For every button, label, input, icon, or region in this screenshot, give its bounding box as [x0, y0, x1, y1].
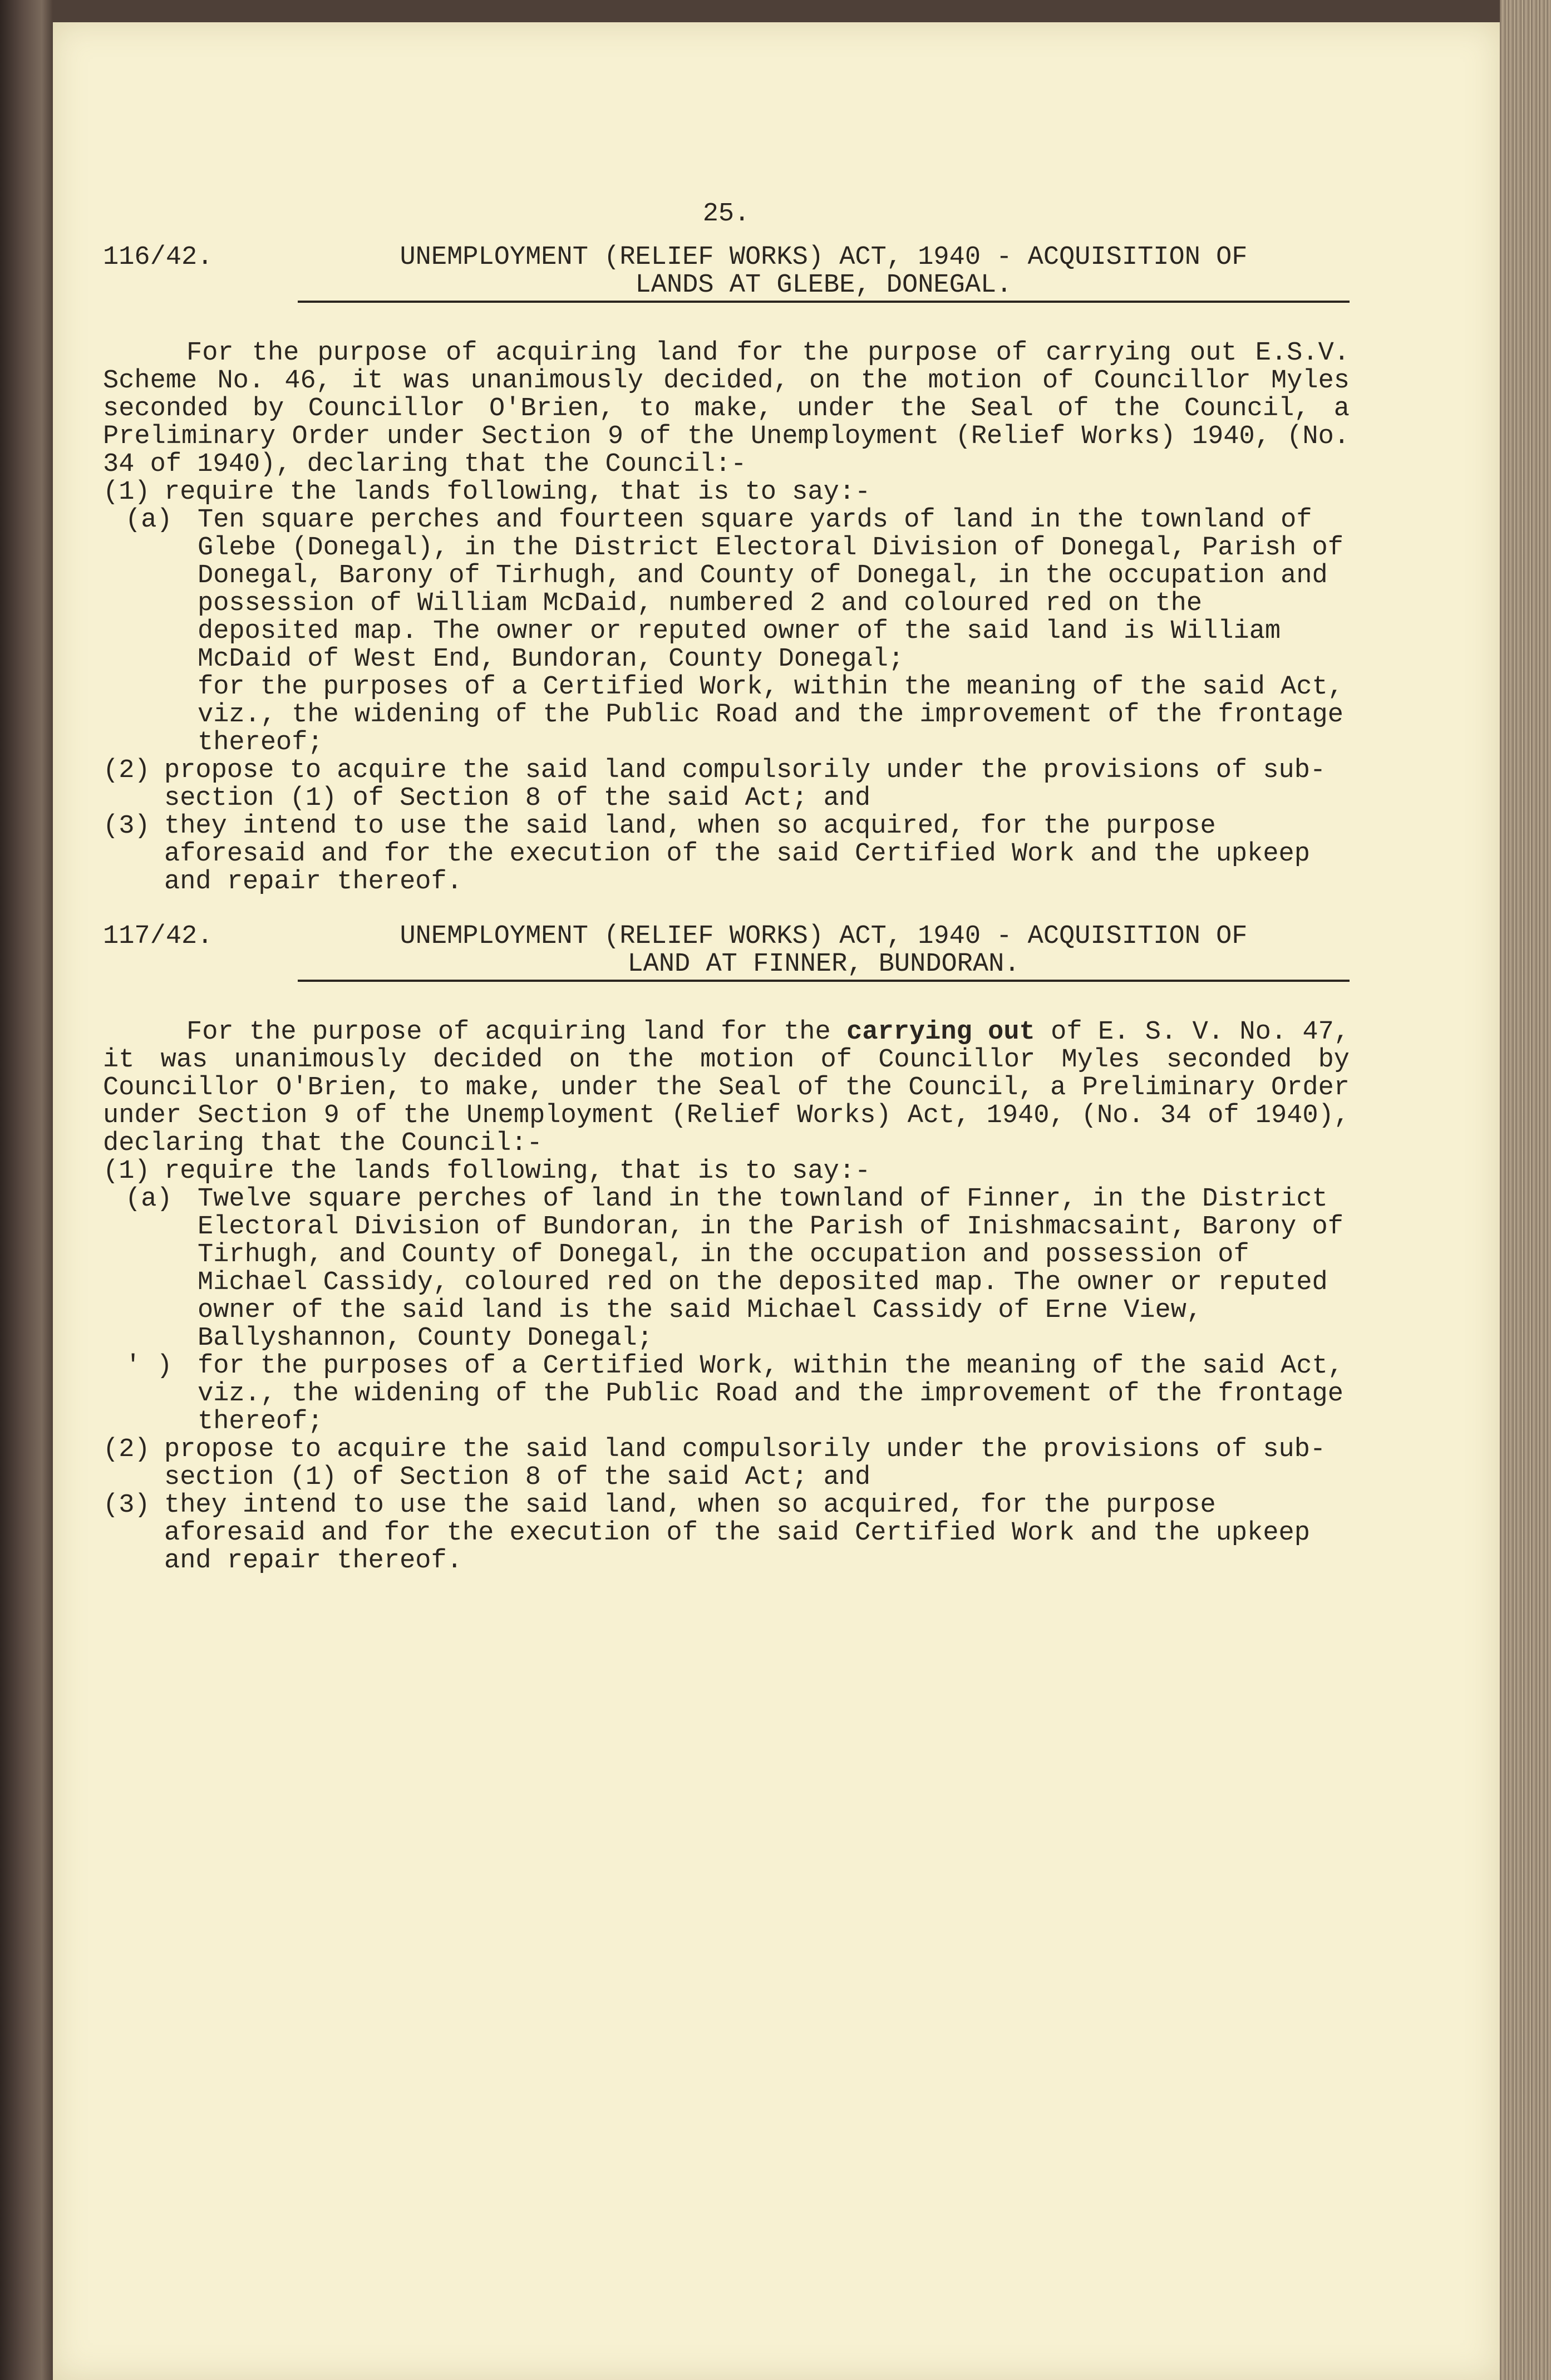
clause-3	[103, 813, 1350, 896]
minute-item	[103, 923, 1350, 1575]
subclause-text: Twelve square perches of land in the townland of Finner, in the District Electoral Division of Bundoran, in the Parish of Inishmacsaint, Barony of Tirhugh, and County of Donegal, in the occupation and possession of Michael Cassidy, coloured red on the deposited map. The owner or reputed owner of the said land is the said Michael Cassidy of Erne View, Ballyshannon, County Donegal;	[198, 1184, 1343, 1353]
page-number: 25.	[702, 199, 750, 229]
clause-marker: (3)	[103, 812, 150, 841]
item-title-line2: LAND AT FINNER, BUNDORAN.	[627, 950, 1020, 979]
subclause-purpose	[103, 673, 1350, 757]
subclause-a	[103, 507, 1350, 673]
subclause-purpose	[103, 1353, 1350, 1436]
clause-text: they intend to use the said land, when so acquired, for the purpose aforesaid and for the execution of the said Certified Work and the upkeep and repair thereof.	[164, 812, 1310, 897]
clause-1	[103, 1158, 1350, 1186]
book-binding-edge	[1500, 0, 1551, 2380]
clause-3	[103, 1492, 1350, 1575]
clause-marker: (2)	[103, 1435, 150, 1464]
clause-text: they intend to use the said land, when so acquired, for the purpose aforesaid and for the execution of the said Certified Work and the upkeep and repair thereof.	[164, 1491, 1310, 1576]
document-content	[103, 200, 1350, 1602]
item-title	[298, 923, 1350, 982]
item-title-line1: UNEMPLOYMENT (RELIEF WORKS) ACT, 1940 - ACQUISITION OF	[400, 922, 1248, 951]
subclause-text: for the purposes of a Certified Work, within the meaning of the said Act, viz., the widening of the Public Road and the improvement of the frontage thereof;	[198, 672, 1343, 758]
clause-marker: (2)	[103, 756, 150, 785]
clause-text: require the lands following, that is to say:-	[164, 478, 871, 507]
clause-2	[103, 757, 1350, 813]
subclause-marker	[125, 673, 198, 757]
clause-marker: (1)	[103, 1157, 150, 1186]
item-reference: 116/42.	[103, 243, 213, 272]
item-intro-paragraph	[103, 1019, 1350, 1158]
item-title	[298, 244, 1350, 303]
subclause-text: Ten square perches and fourteen square yards of land in the townland of Glebe (Donegal), in the District Electoral Division of Donegal, Parish of Donegal, Barony of Tirhugh, and County of Donegal, in the occupation and possession of William McDaid, numbered 2 and coloured red on the deposited map. The owner or reputed owner of the said land is William McDaid of West End, Bundoran, County Donegal;	[198, 505, 1343, 674]
clause-1	[103, 479, 1350, 507]
clause-marker: (3)	[103, 1491, 150, 1520]
intro-text-start: For the purpose of acquiring land for the	[186, 1017, 847, 1047]
subclause-text: for the purposes of a Certified Work, within the meaning of the said Act, viz., the widening of the Public Road and the improvement of the frontage thereof;	[198, 1351, 1343, 1437]
subclause-marker: (a)	[125, 505, 173, 535]
clause-marker: (1)	[103, 478, 150, 507]
item-title-line2: LANDS AT GLEBE, DONEGAL.	[635, 271, 1012, 300]
clause-text: propose to acquire the said land compulsorily under the provisions of sub-section (1) of Section 8 of the said Act; and	[164, 756, 1326, 813]
item-heading	[103, 923, 1350, 982]
clause-text: propose to acquire the said land compulsorily under the provisions of sub-section (1) of Section 8 of the said Act; and	[164, 1435, 1326, 1492]
item-intro-paragraph: For the purpose of acquiring land for the purpose of carrying out E.S.V. Scheme No. 46, it was unanimously decided, on the motion of Councillor Myles seconded by Councillor O'Brien, to make, under the Seal of the Council, a Preliminary Order under Section 9 of the Unemployment (Relief Works) 1940, (No. 34 of 1940), declaring that the Council:-	[103, 338, 1350, 479]
clause-text: require the lands following, that is to say:-	[164, 1157, 871, 1186]
subclause-a	[103, 1186, 1350, 1353]
item-heading	[103, 244, 1350, 303]
item-title-line1: UNEMPLOYMENT (RELIEF WORKS) ACT, 1940 - ACQUISITION OF	[400, 243, 1248, 272]
clause-2	[103, 1436, 1350, 1492]
intro-text-end: of E. S. V. No. 47, it was unanimously decided on the motion of Councillor Myles seconded by Councillor O'Brien, to make, under the Seal of the Council, a Preliminary Order under Section 9 of the Unemployment (Relief Works) Act, 1940, (No. 34 of 1940), declaring that the Council:-	[103, 1017, 1350, 1158]
minute-item	[103, 244, 1350, 896]
subclause-marker: (a)	[125, 1184, 173, 1214]
intro-bold-insertion: carrying out	[846, 1017, 1035, 1047]
subclause-marker: ' )	[125, 1351, 173, 1381]
item-reference: 117/42.	[103, 922, 213, 951]
